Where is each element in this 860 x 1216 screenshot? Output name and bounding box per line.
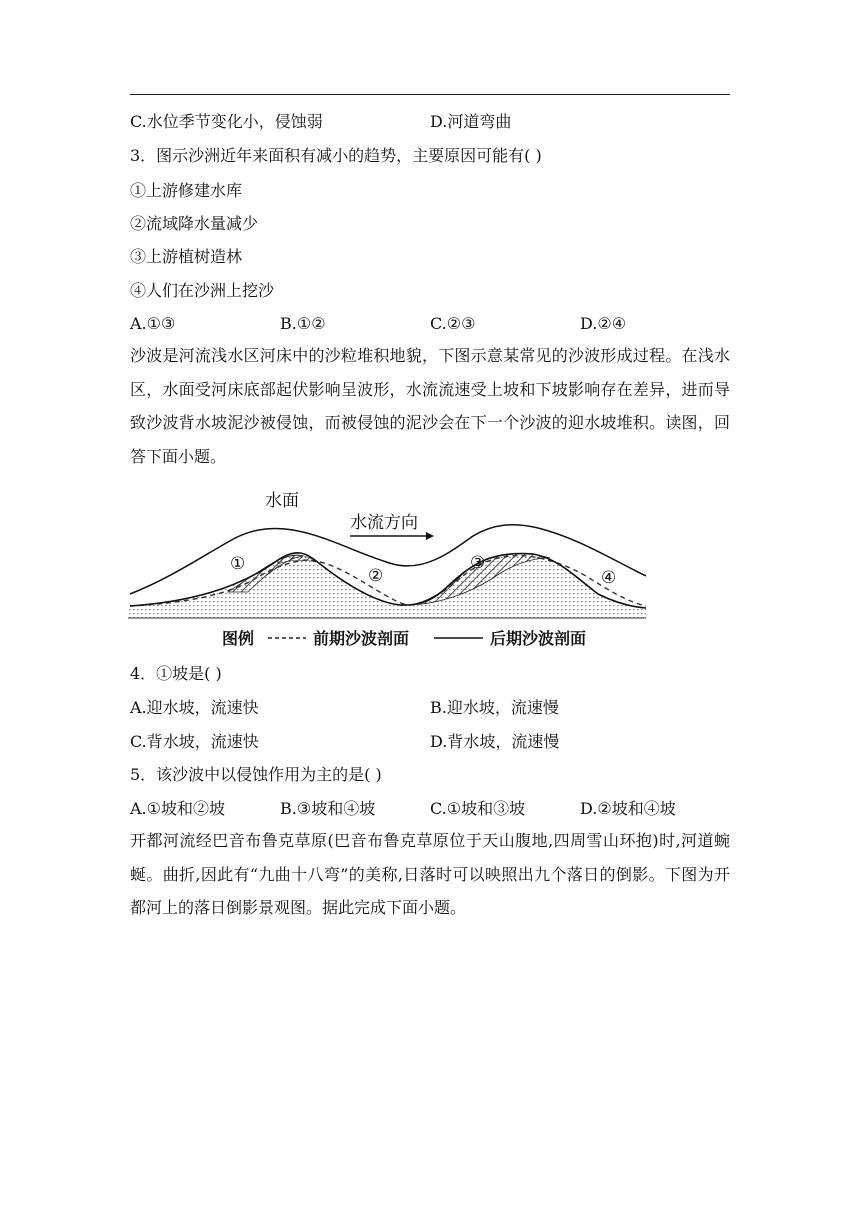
q5-option-c[interactable]: C.①坡和③坡 xyxy=(430,799,526,818)
q5-option-a[interactable]: A.①坡和②坡 xyxy=(130,799,225,818)
q3-option-c[interactable]: C.②③ xyxy=(430,314,476,333)
q3-item-2: ②流域降水量减少 xyxy=(130,214,259,233)
flow-arrow-icon xyxy=(350,532,434,540)
passage-kaidu-river: 开都河流经巴音布鲁克草原(巴音布鲁克草原位于天山腹地,四周雪山环抱)时,河道蜿蜒。曲折,因此有“九曲十八弯”的美称,日落时可以映照出九个落日的倒影。下图为开都河上的落日倒影景观图。据此完成下面小题。 xyxy=(130,831,730,917)
q2-option-d[interactable]: D.河道弯曲 xyxy=(430,112,512,131)
q3-option-a[interactable]: A.①③ xyxy=(130,314,176,333)
q3-item-4: ④人们在沙洲上挖沙 xyxy=(130,281,275,300)
sand-wave-figure xyxy=(128,484,646,654)
q3-option-d[interactable]: D.②④ xyxy=(580,314,627,333)
marker-3[interactable]: ③ xyxy=(470,553,486,573)
river-bed xyxy=(128,608,646,618)
q4-option-b[interactable]: B.迎水坡，流速慢 xyxy=(430,698,559,717)
q4-option-d[interactable]: D.背水坡，流速慢 xyxy=(430,732,560,751)
marker-2[interactable]: ② xyxy=(368,566,384,586)
q4-option-c[interactable]: C.背水坡，流速快 xyxy=(130,732,259,751)
q3-item-3: ③上游植树造林 xyxy=(130,247,243,266)
passage-sand-wave: 沙波是河流浅水区河床中的沙粒堆积地貌，下图示意某常见的沙波形成过程。在浅水区，水面受河床底部起伏影响呈波形，水流流速受上坡和下坡影响存在差异，进而导致沙波背水坡泥沙被侵蚀，而被侵蚀的泥沙会在下一个沙波的迎水坡堆积。读图，回答下面小题。 xyxy=(130,346,730,466)
marker-4[interactable]: ④ xyxy=(601,568,617,588)
q3-option-b[interactable]: B.①② xyxy=(280,314,326,333)
q5-option-d[interactable]: D.②坡和④坡 xyxy=(580,799,676,818)
label-water-surface: 水面 xyxy=(265,491,299,511)
q3-stem: 3．图示沙洲近年来面积有减小的趋势，主要原因可能有( ) xyxy=(130,146,542,165)
q5-stem: 5．该沙波中以侵蚀作用为主的是( ) xyxy=(130,765,382,784)
q4-option-a[interactable]: A.迎水坡，流速快 xyxy=(130,698,259,717)
legend-title: 图例 xyxy=(222,629,255,648)
q5-option-b[interactable]: B.③坡和④坡 xyxy=(280,799,376,818)
marker-1[interactable]: ① xyxy=(230,554,246,574)
q2-option-c[interactable]: C.水位季节变化小，侵蚀弱 xyxy=(130,112,323,131)
q4-stem: 4．①坡是( ) xyxy=(130,664,222,683)
legend-dashed-label: 前期沙波剖面 xyxy=(313,629,410,648)
legend-solid-label: 后期沙波剖面 xyxy=(490,629,587,648)
sediment-fill xyxy=(130,553,646,608)
label-flow-direction: 水流方向 xyxy=(350,513,418,533)
header-rule xyxy=(130,94,730,95)
q3-item-1: ①上游修建水库 xyxy=(130,181,243,200)
